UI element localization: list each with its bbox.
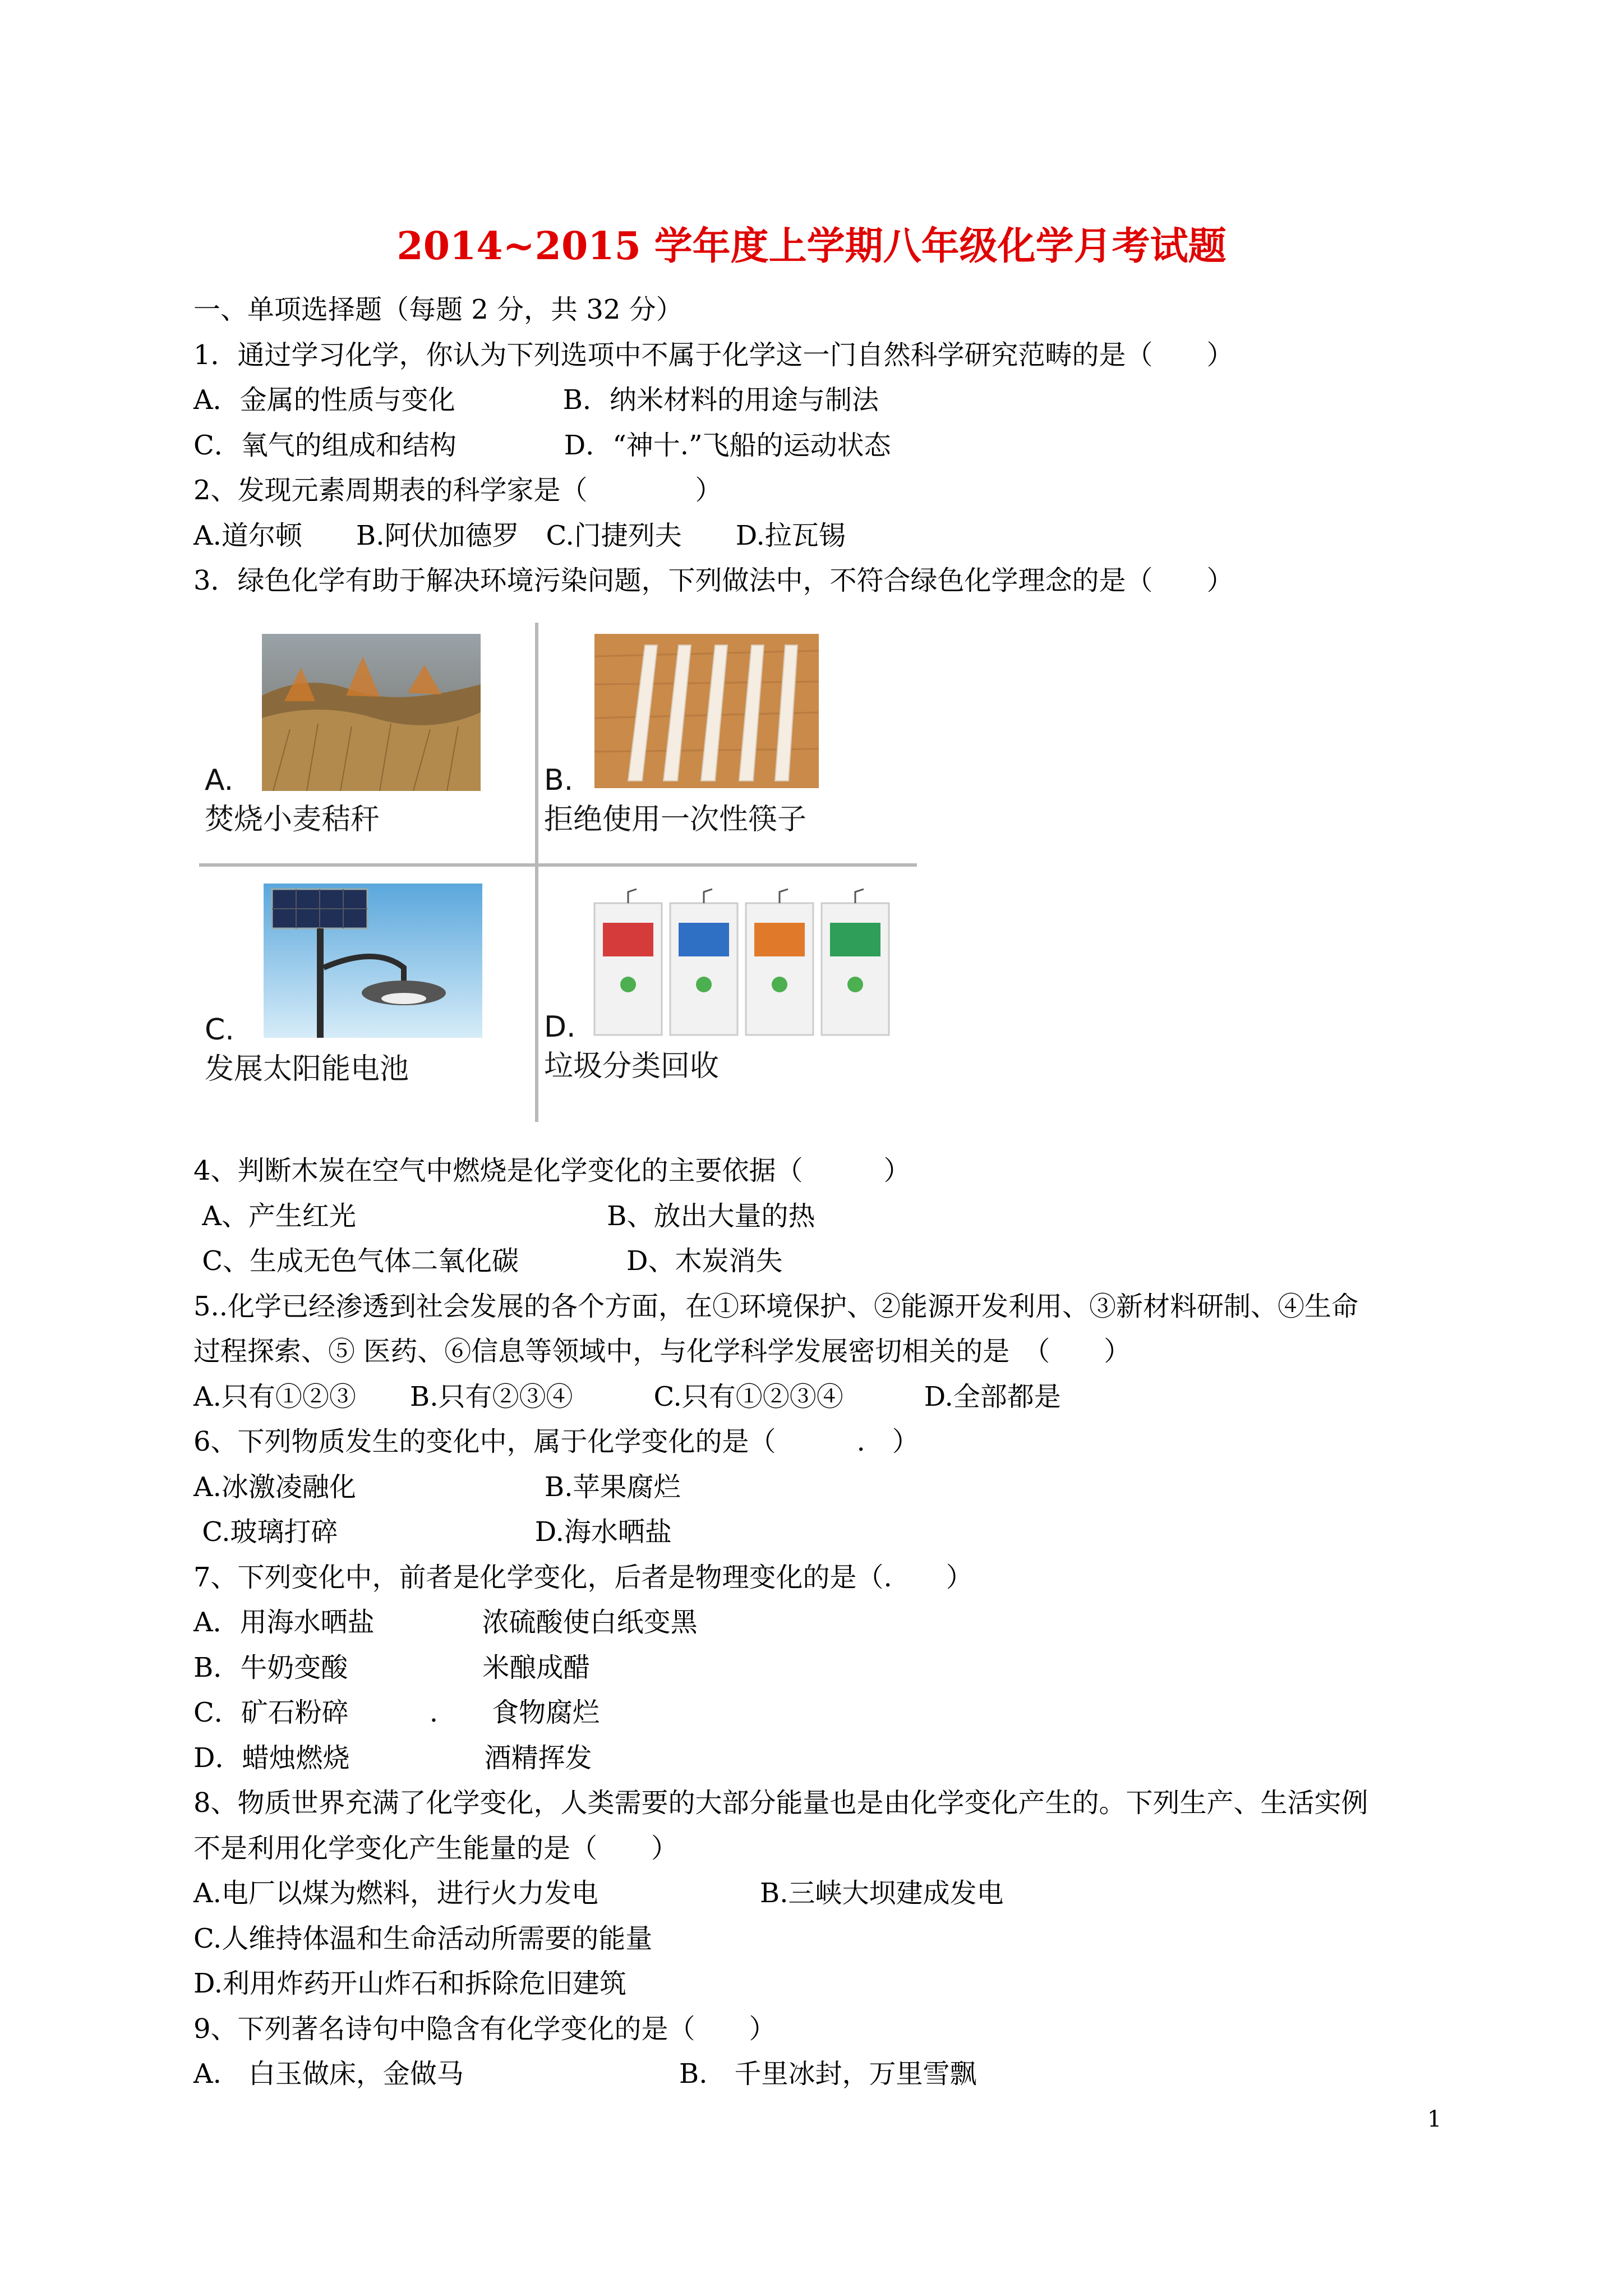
option-a-caption: 焚烧小麦秸秆	[205, 803, 380, 836]
option-b-letter: B.	[544, 763, 574, 797]
option-d-cell	[538, 867, 917, 1122]
question-6-options-ab: A.冰激凌融化 B.苹果腐烂	[193, 1471, 681, 1503]
question-7-option-d: D．蜡烛燃烧 酒精挥发	[193, 1742, 592, 1774]
question-7-option-b: B．牛奶变酸 米酿成醋	[193, 1652, 591, 1683]
option-b-cell	[538, 623, 917, 867]
question-3-image-grid	[199, 623, 917, 1122]
question-8-options-ab: A.电厂以煤为燃料，进行火力发电 B.三峡大坝建成发电	[193, 1878, 1004, 1909]
question-2-options: A.道尔顿 B.阿伏加德罗 C.门捷列夫 D.拉瓦锡	[193, 520, 846, 551]
question-7-option-a: A．用海水晒盐 浓硫酸使白纸变黑	[193, 1607, 698, 1638]
question-6: 6、下列物质发生的变化中，属于化学变化的是（ . ）	[193, 1426, 919, 1457]
question-4-options-cd: C、生成无色气体二氧化碳 D、木炭消失	[193, 1245, 783, 1277]
question-4: 4、判断木炭在空气中燃烧是化学变化的主要依据（ ）	[193, 1155, 911, 1186]
option-a-cell	[199, 623, 538, 867]
burning-straw-image	[262, 634, 481, 791]
section-heading: 一、单项选择题（每题 2 分，共 32 分）	[193, 294, 683, 325]
solar-lamp-image	[264, 884, 482, 1038]
question-8-line-2: 不是利用化学变化产生能量的是（ ）	[193, 1833, 679, 1864]
question-5-options: A.只有①②③ B.只有②③④ C.只有①②③④ D.全部都是	[193, 1381, 1061, 1412]
question-7-option-c: C．矿石粉碎 . 食物腐烂	[193, 1697, 600, 1728]
question-5-line-1: 5..化学已经渗透到社会发展的各个方面，在①环境保护、②能源开发利用、③新材料研制、④生命	[193, 1291, 1359, 1322]
question-1-options-cd: C．氧气的组成和结构 D．“神十.”飞船的运动状态	[193, 430, 891, 461]
option-c-letter: C.	[205, 1013, 234, 1047]
option-a-letter: A.	[205, 763, 234, 797]
option-d-letter: D.	[544, 1010, 576, 1044]
question-7: 7、下列变化中，前者是化学变化，后者是物理变化的是（. ）	[193, 1562, 973, 1593]
chopsticks-image	[594, 634, 819, 788]
recycling-bins-image	[583, 884, 909, 1043]
question-8-line-1: 8、物质世界充满了化学变化，人类需要的大部分能量也是由化学变化产生的。下列生产、生活实例	[193, 1787, 1368, 1819]
question-8-option-c: C.人维持体温和生命活动所需要的能量	[193, 1923, 653, 1954]
exam-title: 2014~2015 学年度上学期八年级化学月考试题	[396, 224, 1227, 269]
question-8-option-d: D.利用炸药开山炸石和拆除危旧建筑	[193, 1968, 627, 1999]
option-b-caption: 拒绝使用一次性筷子	[544, 803, 807, 836]
option-c-cell	[199, 867, 538, 1122]
question-4-options-ab: A、产生红光 B、放出大量的热	[193, 1200, 815, 1232]
question-1-options-ab: A．金属的性质与变化 B．纳米材料的用途与制法	[193, 384, 879, 416]
question-1: 1．通过学习化学，你认为下列选项中不属于化学这一门自然科学研究范畴的是（ ）	[193, 339, 1234, 371]
question-9: 9、下列著名诗句中隐含有化学变化的是（ ）	[193, 2013, 776, 2045]
option-d-caption: 垃圾分类回收	[544, 1050, 720, 1083]
question-5-line-2: 过程探索、⑤ 医药、⑥信息等领域中，与化学科学发展密切相关的是 （ ）	[193, 1336, 1131, 1367]
option-c-caption: 发展太阳能电池	[205, 1052, 409, 1086]
question-9-options-ab: A. 白玉做床，金做马 B. 千里冰封，万里雪飘	[193, 2058, 977, 2090]
page-number: 1	[1427, 2106, 1442, 2132]
question-3: 3．绿色化学有助于解决环境污染问题，下列做法中，不符合绿色化学理念的是（ ）	[193, 565, 1234, 596]
question-6-options-cd: C.玻璃打碎 D.海水晒盐	[193, 1516, 672, 1548]
question-2: 2、发现元素周期表的科学家是（ ）	[193, 475, 722, 506]
